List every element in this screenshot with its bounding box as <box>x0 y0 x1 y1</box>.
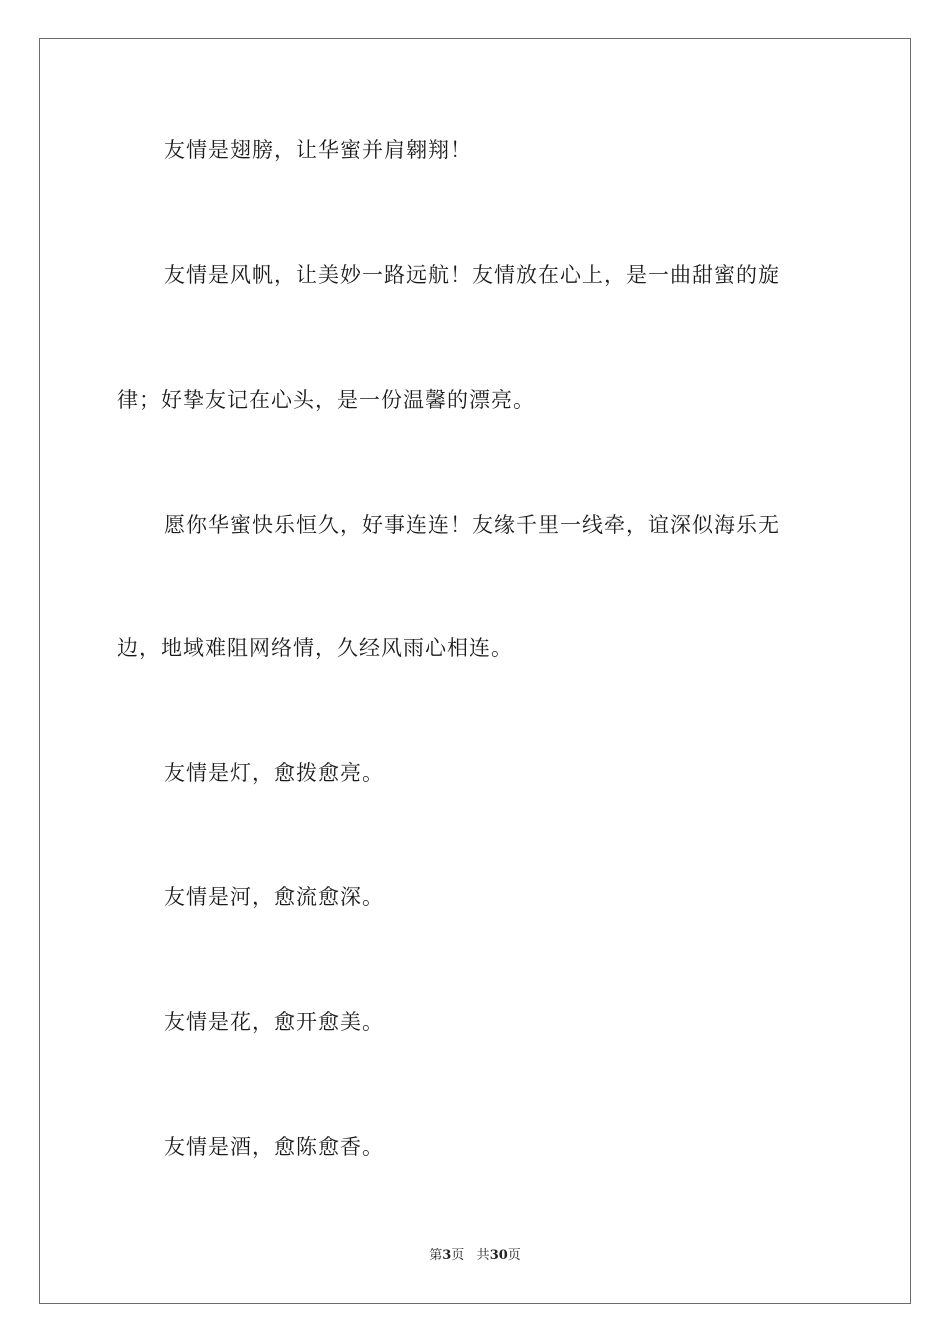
footer-total-suffix: 页 <box>507 1248 521 1263</box>
footer-page-suffix: 页 <box>451 1248 465 1263</box>
paragraph-line-9: 友情是酒，愈陈愈香。 <box>164 1135 384 1159</box>
paragraph-line-5: 边，地域难阻网络情，久经风雨心相连。 <box>117 636 513 660</box>
page-footer <box>0 1247 950 1265</box>
page-border <box>39 38 911 1304</box>
footer-total-pages: 30 <box>489 1248 508 1263</box>
footer-page-number: 3 <box>442 1248 452 1263</box>
paragraph-line-1: 友情是翅膀，让华蜜并肩翱翔！ <box>164 138 472 162</box>
paragraph-line-2: 友情是风帆，让美妙一路远航！友情放在心上，是一曲甜蜜的旋 <box>164 263 780 287</box>
paragraph-line-3: 律；好挚友记在心头，是一份温馨的漂亮。 <box>117 388 535 412</box>
footer-page-prefix: 第 <box>429 1248 443 1263</box>
paragraph-line-7: 友情是河，愈流愈深。 <box>164 885 384 909</box>
footer-total-prefix: 共 <box>476 1248 490 1263</box>
paragraph-line-4: 愿你华蜜快乐恒久，好事连连！友缘千里一线牵，谊深似海乐无 <box>164 513 780 537</box>
paragraph-line-8: 友情是花，愈开愈美。 <box>164 1010 384 1034</box>
paragraph-line-6: 友情是灯，愈拨愈亮。 <box>164 761 384 785</box>
